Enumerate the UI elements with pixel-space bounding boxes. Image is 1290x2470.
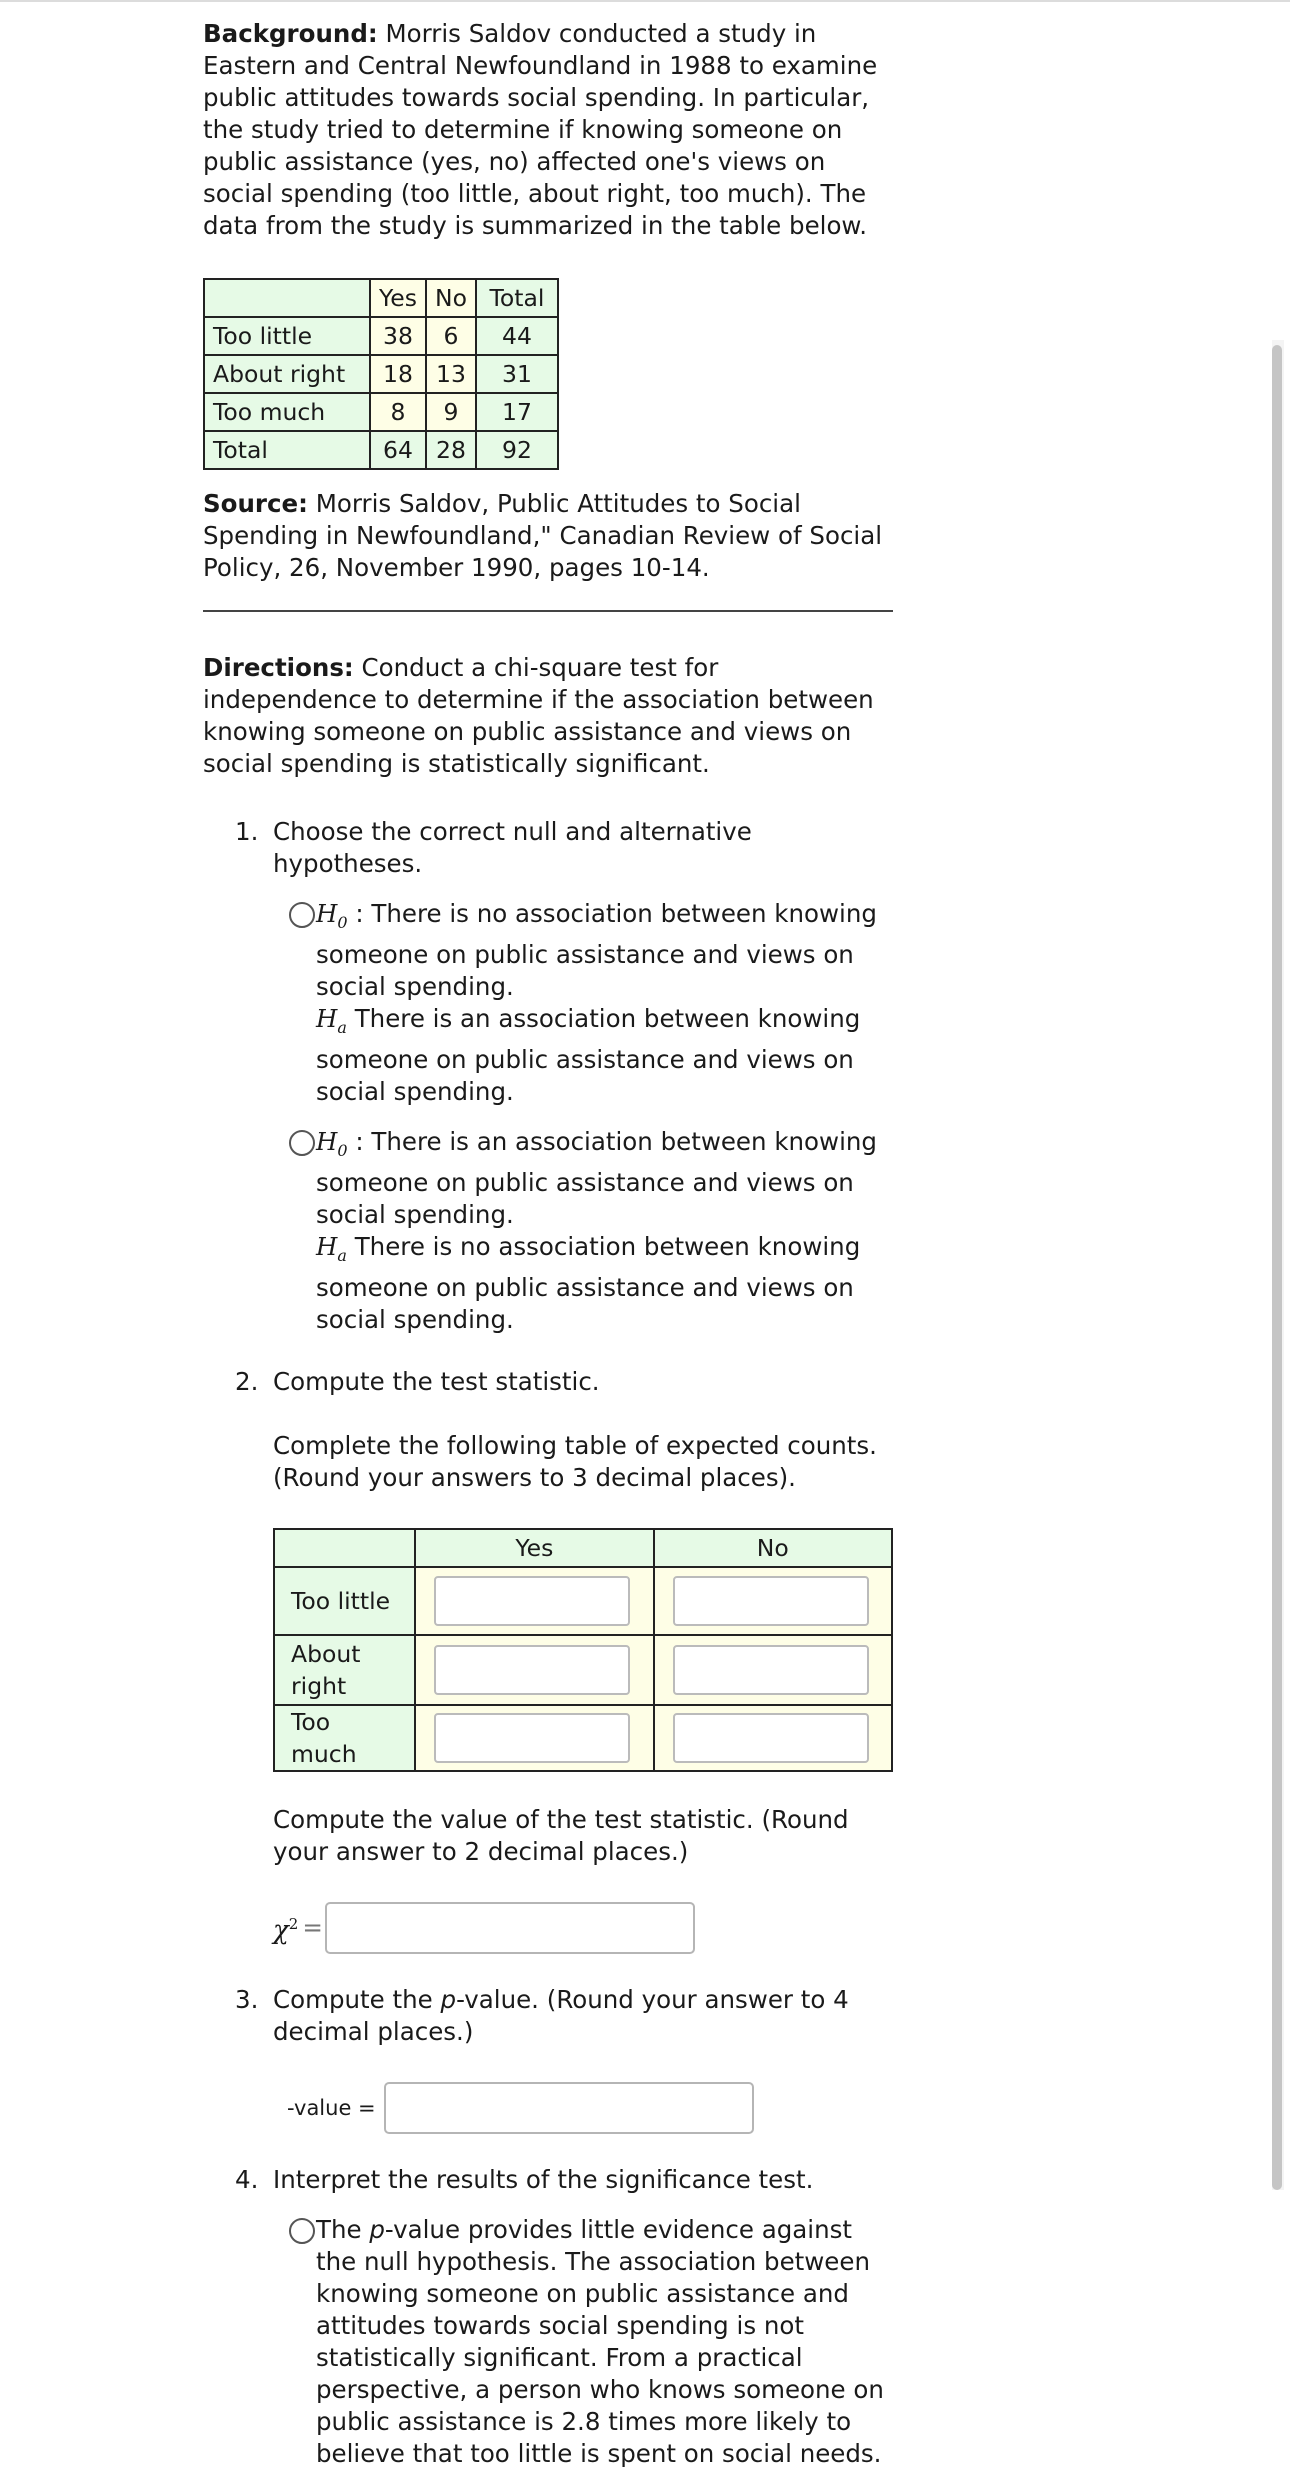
- table-cell: 64: [370, 431, 426, 469]
- ha-symbol: $H_a$: [316, 1231, 347, 1265]
- p-symbol: p: [369, 2214, 385, 2244]
- directions-label: Directions:: [203, 653, 354, 682]
- background-paragraph: [203, 18, 893, 242]
- p-value-row: [287, 2082, 893, 2134]
- table-header-cell: [204, 279, 370, 317]
- question-1: [203, 816, 893, 1336]
- row-label: Too much: [274, 1705, 415, 1771]
- test-statistic-row: [273, 1902, 893, 1954]
- expected-counts-table: [273, 1528, 893, 1772]
- question-number: 4.: [235, 2164, 259, 2194]
- h0-symbol: $H_0$: [316, 899, 348, 932]
- table-header-row: [204, 279, 558, 317]
- radio-button[interactable]: [289, 2218, 315, 2244]
- table-cell: [654, 1705, 892, 1771]
- table-cell: 31: [476, 355, 558, 393]
- p-value-label: -value =: [287, 2095, 376, 2120]
- table-header-cell: Yes: [370, 279, 426, 317]
- p-value-input[interactable]: [384, 2082, 754, 2134]
- test-statistic-input[interactable]: [325, 1902, 695, 1954]
- question-list: [203, 816, 893, 2470]
- hypothesis-option-2[interactable]: [316, 1126, 893, 1336]
- row-label: Too much: [204, 393, 370, 431]
- observed-counts-table: [203, 278, 559, 470]
- directions-text: Conduct a chi-square test for independence to determine if the association between knowing someone on public assistance and views on social spending is statistically significant.: [203, 653, 874, 778]
- question-content: [203, 18, 893, 2470]
- question-3: [203, 1984, 893, 2134]
- row-label: About right: [204, 355, 370, 393]
- question-number: 3.: [235, 1984, 259, 2014]
- expected-too-much-yes-input[interactable]: [434, 1713, 630, 1763]
- table-cell: 6: [426, 317, 476, 355]
- table-header-cell: Total: [476, 279, 558, 317]
- table-cell: [415, 1567, 653, 1635]
- background-label: Background:: [203, 19, 378, 48]
- h0-symbol: $H_0$: [316, 1126, 348, 1160]
- radio-button[interactable]: [289, 1130, 315, 1156]
- table-cell: 28: [426, 431, 476, 469]
- table-cell: 92: [476, 431, 558, 469]
- test-statistic-prompt: Compute the value of the test statistic. (Round your answer to 2 decimal places.): [273, 1804, 849, 1866]
- option-text: The: [316, 2214, 370, 2244]
- table-row: [274, 1567, 892, 1635]
- table-row: [274, 1705, 892, 1771]
- expected-too-much-no-input[interactable]: [673, 1713, 869, 1763]
- question-prompt: Compute the test statistic.: [273, 1366, 600, 1396]
- prompt-text: -value. (Round your answer to 4 decimal places.): [273, 1984, 849, 2046]
- table-header-cell: No: [426, 279, 476, 317]
- table-cell: 38: [370, 317, 426, 355]
- question-prompt: Choose the correct null and alternative hypotheses.: [273, 817, 752, 878]
- ha-statement: There is an association between knowing someone on public assistance and views on social spending.: [316, 1003, 861, 1106]
- expected-too-little-yes-input[interactable]: [434, 1576, 630, 1626]
- h0-statement: : There is no association between knowing someone on public assistance and views on social spending.: [316, 899, 877, 1001]
- table-cell: 13: [426, 355, 476, 393]
- chi-square-symbol: $\chi^2$: [273, 1915, 299, 1946]
- table-header-row: [274, 1529, 892, 1567]
- expected-about-right-yes-input[interactable]: [434, 1645, 630, 1695]
- interpretation-option-1[interactable]: [316, 2214, 893, 2470]
- expected-about-right-no-input[interactable]: [673, 1645, 869, 1695]
- ha-statement: There is no association between knowing someone on public assistance and views on social spending.: [316, 1231, 861, 1334]
- prompt-text: Compute the: [273, 1984, 441, 2014]
- table-header-cell: Yes: [415, 1529, 653, 1567]
- table-row: [204, 355, 558, 393]
- table-row: [204, 317, 558, 355]
- table-cell: 17: [476, 393, 558, 431]
- question-number: 2.: [235, 1366, 259, 1396]
- table-cell: 9: [426, 393, 476, 431]
- row-label: Total: [204, 431, 370, 469]
- row-label: Too little: [274, 1567, 415, 1635]
- source-label: Source:: [203, 489, 308, 518]
- section-divider: [203, 610, 893, 612]
- option-text: -value provides little evidence against the null hypothesis. The association between knowing someone on public assistance and attitudes towards social spending is not statistically significant. From a practical perspective, a person who knows someone on public assistance is 2.8 times more likely to believe that too little is spent on social needs.: [316, 2214, 884, 2468]
- table-cell: 44: [476, 317, 558, 355]
- scrollbar-thumb[interactable]: [1272, 345, 1282, 2190]
- directions-paragraph: [203, 652, 893, 780]
- table-cell: [415, 1635, 653, 1705]
- row-label-text: About right: [291, 1639, 361, 1700]
- question-prompt: [273, 1984, 893, 2048]
- table-header-cell: No: [654, 1529, 892, 1567]
- question-4: [203, 2164, 893, 2470]
- table-row: [204, 393, 558, 431]
- source-citation: [203, 488, 893, 584]
- radio-button[interactable]: [289, 902, 315, 928]
- expected-counts-instructions: Complete the following table of expected counts. (Round your answers to 3 decimal places).: [273, 1430, 877, 1492]
- table-cell: 8: [370, 393, 426, 431]
- ha-symbol: $H_a$: [316, 1003, 347, 1037]
- expected-too-little-no-input[interactable]: [673, 1576, 869, 1626]
- table-row: [204, 431, 558, 469]
- h0-statement: : There is an association between knowing someone on public assistance and views on social spending.: [316, 1126, 877, 1229]
- table-header-cell: [274, 1529, 415, 1567]
- source-text: Morris Saldov, Public Attitudes to Social Spending in Newfoundland," Canadian Review of Social Policy, 26, November 1990, pages 10-14.: [203, 489, 883, 582]
- background-text: Morris Saldov conducted a study in Eastern and Central Newfoundland in 1988 to examine public attitudes towards social spending. In particular, the study tried to determine if knowing someone on public assistance (yes, no) affected one's views on social spending (too little, about right, too much). The data from the study is summarized in the table below.: [203, 19, 878, 240]
- table-row: [274, 1635, 892, 1705]
- hypothesis-option-1[interactable]: [316, 898, 893, 1108]
- top-border: [0, 0, 1290, 2]
- table-cell: [654, 1567, 892, 1635]
- table-cell: [415, 1705, 653, 1771]
- row-label: Too little: [204, 317, 370, 355]
- question-number: 1.: [235, 817, 259, 846]
- equals-sign: =: [302, 1912, 323, 1942]
- table-cell: 18: [370, 355, 426, 393]
- p-symbol: p: [440, 1984, 457, 2014]
- table-cell: [654, 1635, 892, 1705]
- question-2: [203, 1366, 893, 1954]
- question-prompt: Interpret the results of the significance test.: [273, 2164, 814, 2194]
- row-label: [274, 1635, 415, 1705]
